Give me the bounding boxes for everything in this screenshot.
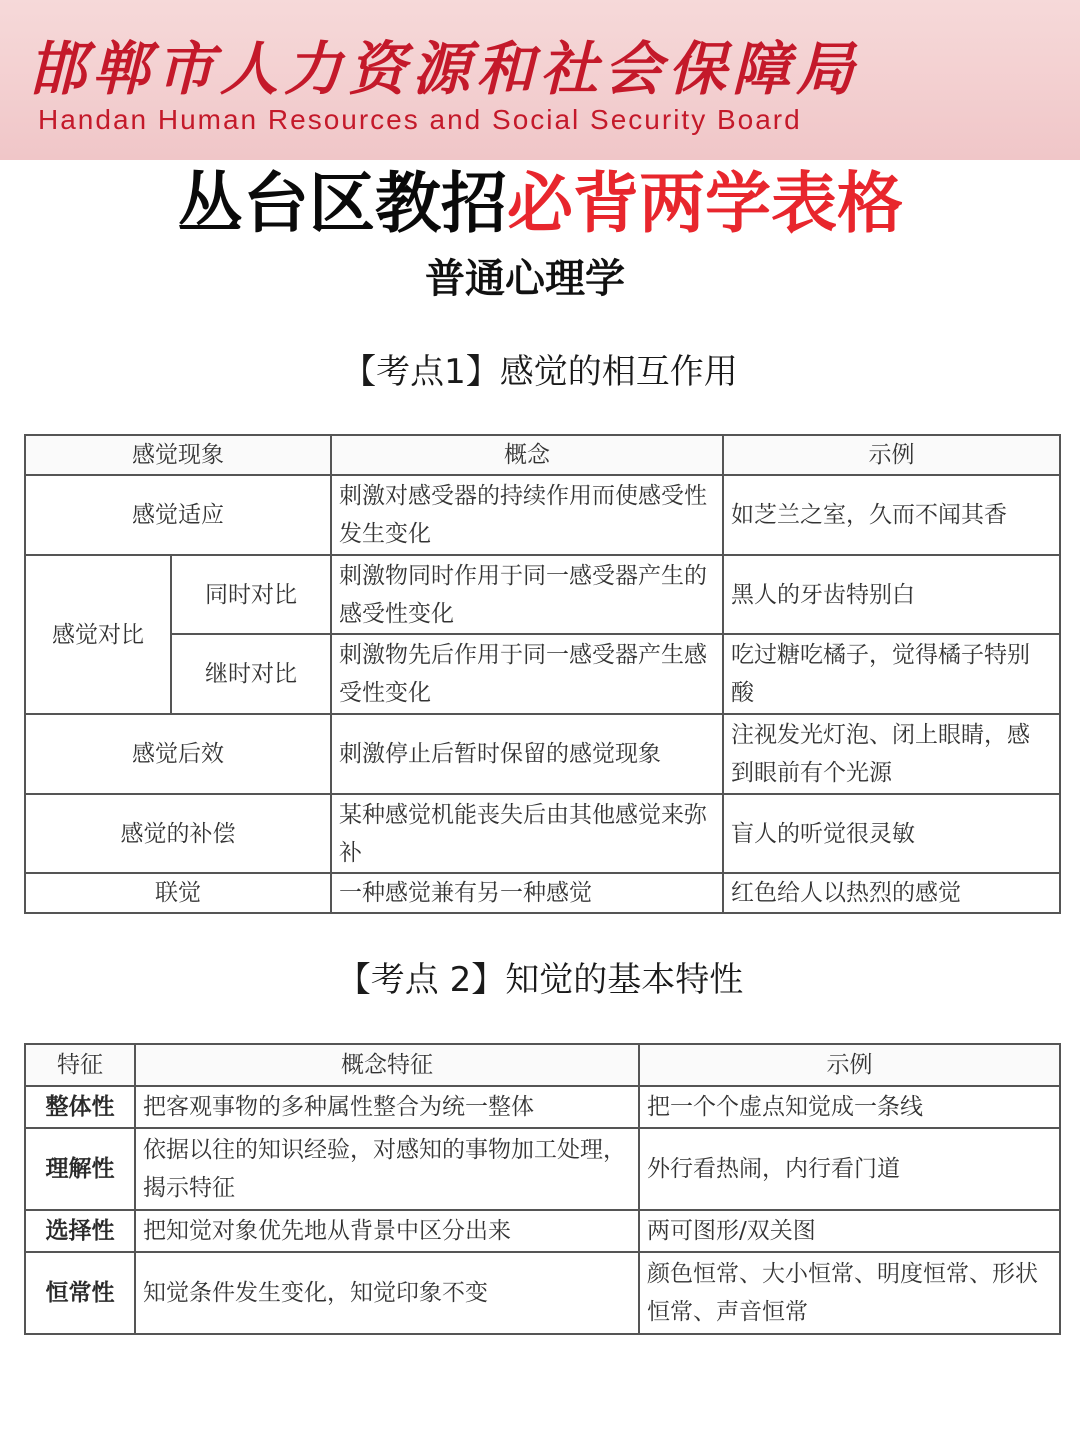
table-row [25,634,1060,714]
example-cell: 注视发光灯泡、闭上眼睛，感到眼前有个光源 [723,714,1060,794]
page-subtitle: 普通心理学 [425,256,625,302]
header-cell: 概念特征 [135,1044,639,1086]
table-row [25,1086,1060,1128]
org-name-cn: 邯郸市人力资源和社会保障局 [28,35,861,103]
example-cell: 外行看热闹，内行看门道 [639,1128,1060,1210]
example-cell: 把一个个虚点知觉成一条线 [639,1086,1060,1128]
table-row [25,1128,1060,1210]
concept-cell: 刺激停止后暂时保留的感觉现象 [331,714,723,794]
org-name-en: Handan Human Resources and Social Security Board [38,104,802,135]
header-cell: 感觉现象 [25,435,331,475]
example-cell: 颜色恒常、大小恒常、明度恒常、形状恒常、声音恒常 [639,1252,1060,1334]
title-part-black: 丛台区教招 [177,165,507,242]
header-cell: 概念 [331,435,723,475]
concept-cell: 把知觉对象优先地从背景中区分出来 [135,1210,639,1252]
concept-cell: 刺激对感受器的持续作用而使感受性发生变化 [331,475,723,555]
phenomenon-cell: 感觉适应 [25,475,331,555]
example-cell: 吃过糖吃橘子，觉得橘子特别酸 [723,634,1060,714]
feature-cell: 选择性 [25,1210,135,1252]
feature-cell: 理解性 [25,1128,135,1210]
table-header-row [25,1044,1060,1086]
subtype-cell: 继时对比 [171,634,331,714]
feature-cell: 整体性 [25,1086,135,1128]
concept-cell: 刺激物同时作用于同一感受器产生的感受性变化 [331,555,723,634]
concept-cell: 某种感觉机能丧失后由其他感觉来弥补 [331,794,723,873]
page-title [0,164,1080,244]
section1-heading: 【考点1】感觉的相互作用 [342,352,738,392]
section2-heading: 【考点 2】知觉的基本特性 [336,960,744,1000]
example-cell: 如芝兰之室，久而不闻其香 [723,475,1060,555]
concept-cell: 刺激物先后作用于同一感受器产生感受性变化 [331,634,723,714]
concept-cell: 依据以往的知识经验，对感知的事物加工处理，揭示特征 [135,1128,639,1210]
table-row [25,1210,1060,1252]
example-cell: 黑人的牙齿特别白 [723,555,1060,634]
header-cell: 示例 [723,435,1060,475]
header-banner [0,0,1080,160]
table-row [25,475,1060,555]
feature-cell: 恒常性 [25,1252,135,1334]
concept-cell: 一种感觉兼有另一种感觉 [331,873,723,913]
table-row [25,555,1060,634]
table-row [25,714,1060,794]
phenomenon-cell: 联觉 [25,873,331,913]
example-cell: 两可图形/双关图 [639,1210,1060,1252]
perception-table [24,1043,1061,1335]
table-header-row [25,435,1060,475]
table-row [25,794,1060,873]
concept-cell: 把客观事物的多种属性整合为统一整体 [135,1086,639,1128]
phenomenon-cell: 感觉对比 [25,555,171,714]
table-row [25,1252,1060,1334]
header-cell: 特征 [25,1044,135,1086]
example-cell: 盲人的听觉很灵敏 [723,794,1060,873]
header-cell: 示例 [639,1044,1060,1086]
sensation-table [24,434,1061,914]
title-part-red: 必背两学表格 [507,165,903,242]
phenomenon-cell: 感觉后效 [25,714,331,794]
example-cell: 红色给人以热烈的感觉 [723,873,1060,913]
phenomenon-cell: 感觉的补偿 [25,794,331,873]
table-row [25,873,1060,913]
subtype-cell: 同时对比 [171,555,331,634]
concept-cell: 知觉条件发生变化，知觉印象不变 [135,1252,639,1334]
